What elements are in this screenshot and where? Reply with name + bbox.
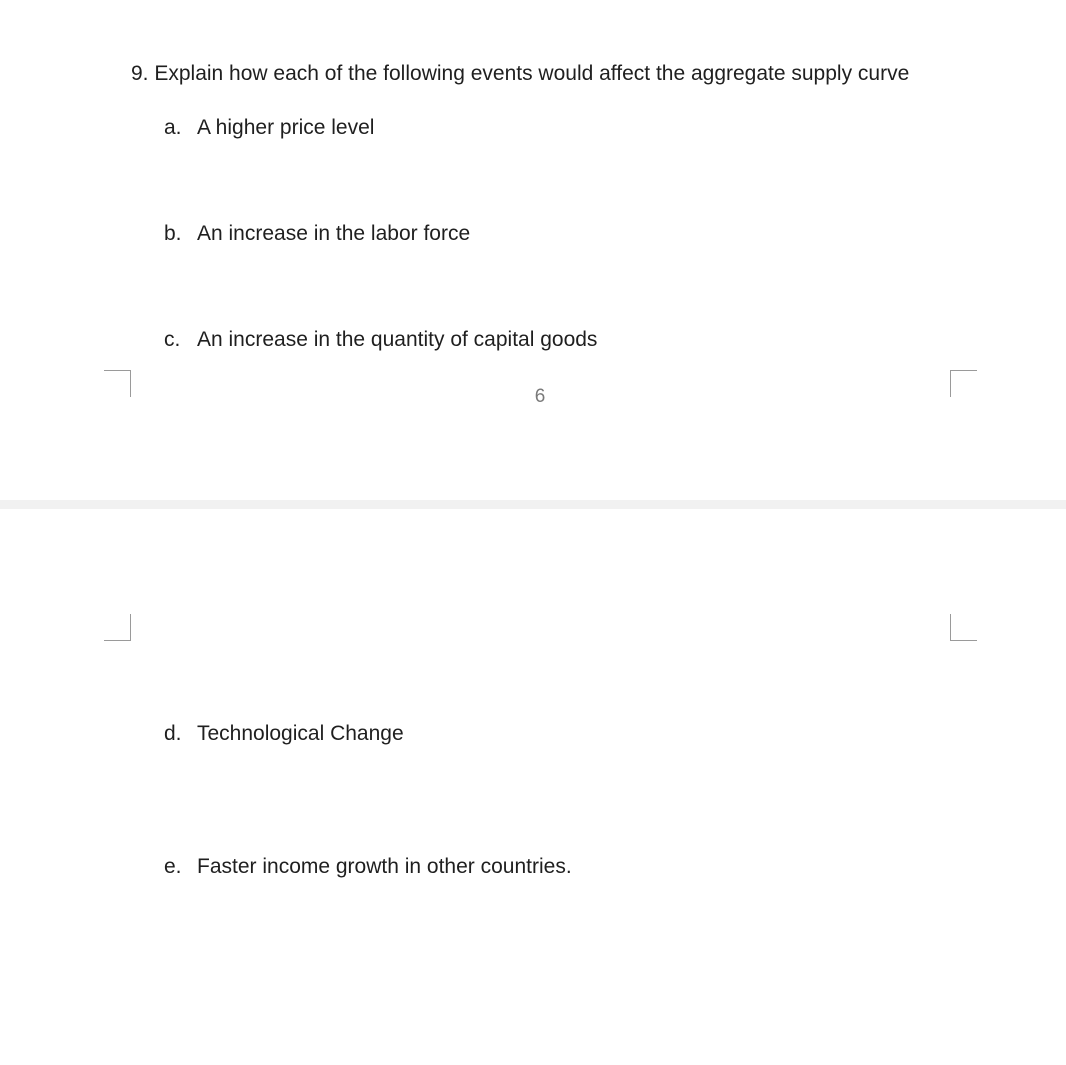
margin-corner-mark-top-left	[104, 370, 131, 397]
page-separator	[0, 500, 1066, 509]
margin-corner-mark-bottom-left	[104, 614, 131, 641]
list-item-letter: a.	[164, 116, 182, 139]
margin-corner-mark-bottom-right	[950, 614, 977, 641]
list-item-letter: e.	[164, 855, 182, 878]
question-9-text: 9. Explain how each of the following events would affect the aggregate supply curve	[131, 62, 910, 85]
list-item-letter: d.	[164, 722, 182, 745]
list-item-letter: b.	[164, 222, 182, 245]
list-item-text: An increase in the labor force	[197, 222, 471, 245]
list-item-e	[164, 853, 572, 881]
margin-corner-mark-top-right	[950, 370, 977, 397]
list-item-d	[164, 720, 404, 748]
list-item-text: Technological Change	[197, 722, 404, 745]
list-item-text: Faster income growth in other countries.	[197, 855, 572, 878]
list-item-c	[164, 326, 597, 354]
list-item-b	[164, 220, 470, 248]
list-item-text: An increase in the quantity of capital goods	[197, 328, 598, 351]
list-item-a	[164, 114, 374, 142]
list-item-text: A higher price level	[197, 116, 375, 139]
document-page-7	[0, 509, 1066, 1065]
page-number: 6	[534, 386, 546, 407]
list-item-letter: c.	[164, 328, 181, 351]
